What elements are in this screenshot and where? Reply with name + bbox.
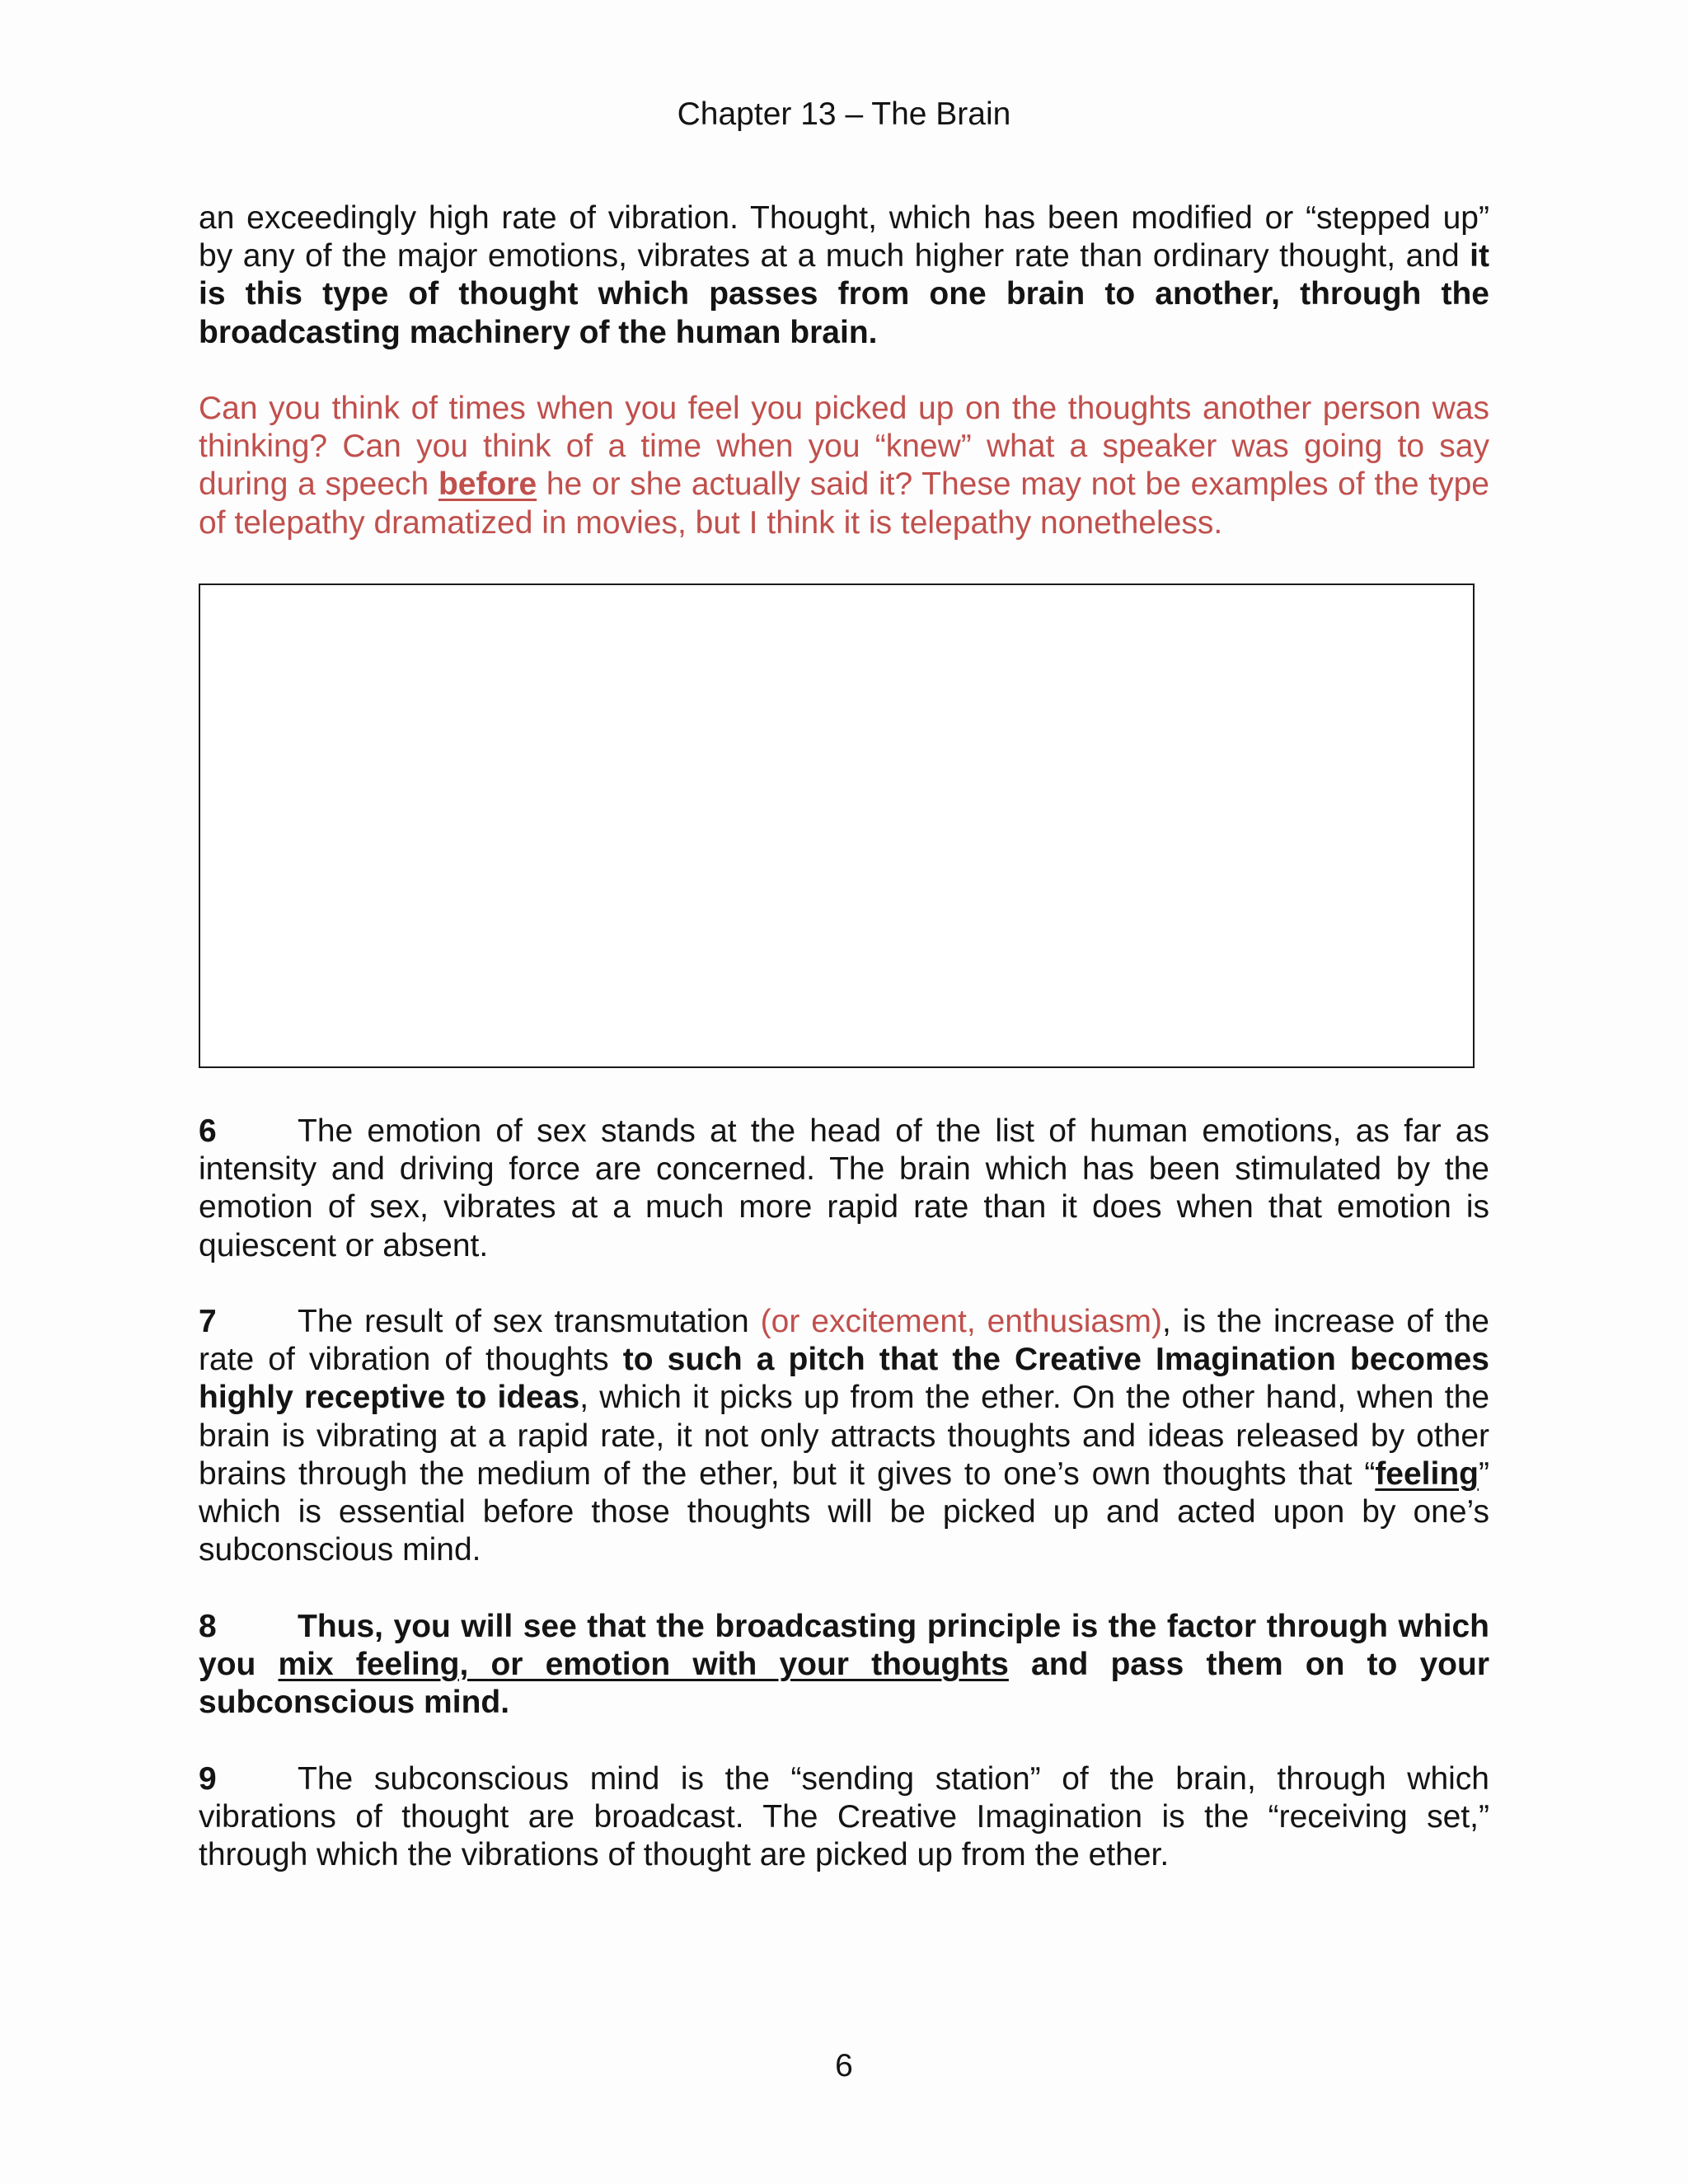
commentary-aside: (or excitement, enthusiasm) — [760, 1304, 1163, 1339]
paragraph-number: 6 — [199, 1113, 217, 1149]
paragraph-text: , which it picks up from the ether. On the other hand, when the brain is vibrating at a rapid rate, it not only attracts thoughts and ideas released by other brains through the medium of the ether, but it gives to one’s own thoughts that “ — [199, 1380, 1490, 1492]
paragraph-6 — [199, 1113, 1489, 1265]
paragraph-9 — [199, 1760, 1489, 1875]
page-header: Chapter 13 – The Brain — [677, 96, 1011, 132]
commentary-text: Can you think of times when you feel you picked up on the thoughts another person was thinking? Can you think of a time when you “knew” what a speaker was going to say during a speech — [199, 391, 1489, 503]
paragraph-number: 7 — [199, 1304, 217, 1339]
intro-bold-text: it is this type of thought which passes from one brain to another, through the broadcasting machinery of the human brain. — [199, 238, 1489, 350]
paragraph-bold-text: to such a pitch that the Creative Imagination becomes highly receptive to ideas — [199, 1342, 1490, 1416]
paragraph-emphasis: mix feeling, or emotion with your thoughts — [278, 1647, 1009, 1683]
paragraph-text: The subconscious mind is the “sending station” of the brain, through which vibrations of thought are broadcast. The Creative Imagination is the “receiving set,” through which the vibrations of thought are picked up from the ether. — [199, 1761, 1489, 1873]
page-number: 6 — [835, 2048, 853, 2083]
paragraph-text: The emotion of sex stands at the head of the list of human emotions, as far as intensity and driving force are concerned. The brain which has been stimulated by the emotion of sex, vibrates at a much more rapid rate than it does when that emotion is quiescent or absent. — [199, 1113, 1489, 1263]
intro-paragraph — [199, 199, 1489, 352]
commentary-paragraph — [199, 390, 1489, 542]
intro-text: an exceedingly high rate of vibration. Thought, which has been modified or “stepped up” by any of the major emotions, vibrates at a much higher rate than ordinary thought, and — [199, 200, 1489, 274]
paragraph-text: , is the increase of the rate of vibration of thoughts — [199, 1304, 1489, 1378]
paragraph-text: and pass them on to your subconscious mind. — [199, 1647, 1489, 1721]
commentary-emphasis: before — [438, 466, 537, 503]
paragraph-emphasis: feeling — [1375, 1455, 1479, 1492]
paragraph-number: 8 — [199, 1609, 217, 1644]
commentary-text-end: he or she actually said it? These may not be examples of the type of telepathy dramatized in movies, but I think it is telepathy nonetheless. — [199, 466, 1489, 541]
paragraph-7 — [199, 1303, 1489, 1569]
paragraph-text: ” which is essential before those thoughts will be picked up and acted upon by one’s subconscious mind. — [199, 1455, 1489, 1568]
blank-note-box — [199, 583, 1475, 1068]
paragraph-text: The result of sex transmutation — [298, 1304, 761, 1339]
paragraph-number: 9 — [199, 1761, 217, 1797]
paragraph-text: Thus, you will see that the broadcasting principle is the factor through which you — [199, 1609, 1489, 1683]
paragraph-8 — [199, 1608, 1489, 1722]
